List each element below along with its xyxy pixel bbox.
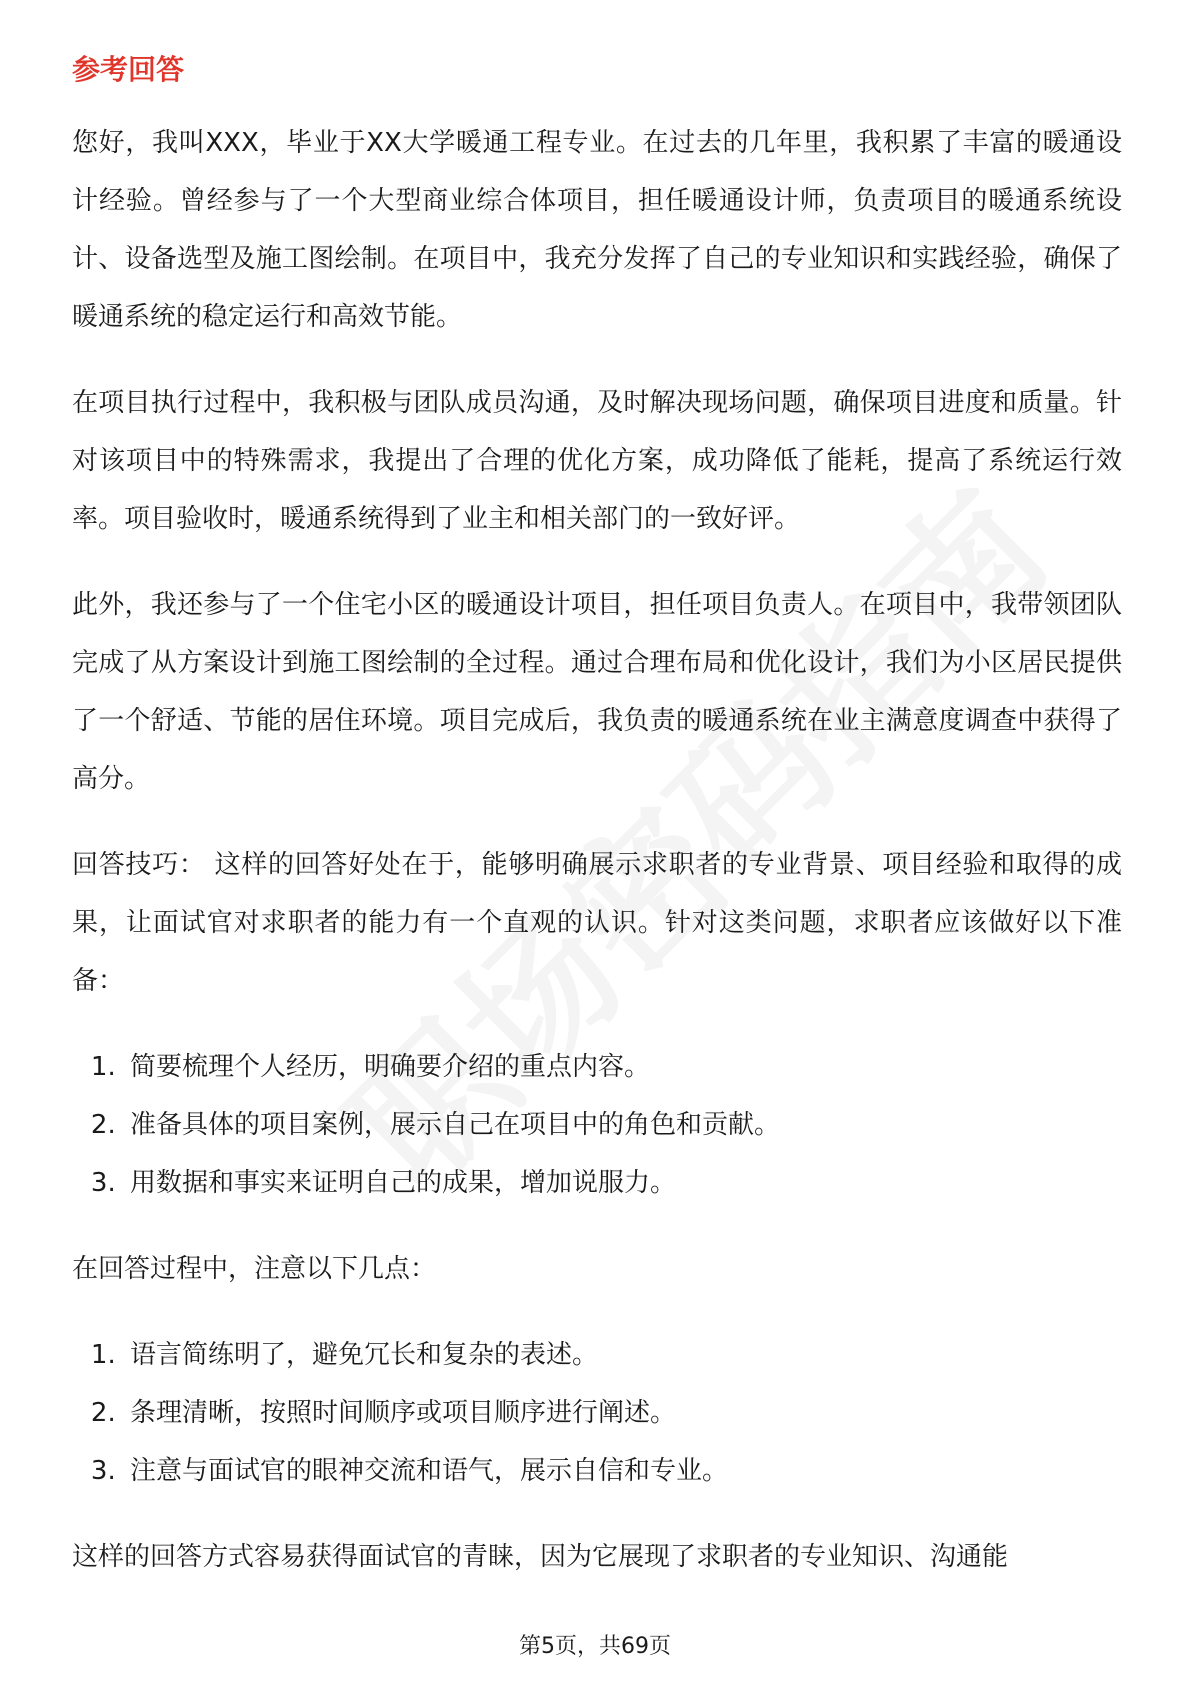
paragraph-residential-project: 此外，我还参与了一个住宅小区的暖通设计项目，担任项目负责人。在项目中，我带领团队完成了从方案设计到施工图绘制的全过程。通过合理布局和优化设计，我们为小区居民提供了一个舒适、节能的居住环境。项目完成后，我负责的暖通系统在业主满意度调查中获得了高分。 <box>72 590 1122 794</box>
section-heading: 参考回答 <box>72 53 185 86</box>
paragraph-conclusion: 这样的回答方式容易获得面试官的青睐，因为它展现了求职者的专业知识、沟通能 <box>72 1542 1009 1572</box>
preparation-list <box>72 1038 1122 1212</box>
list-item: 2. 条理清晰，按照时间顺序或项目顺序进行阐述。 <box>124 1384 1122 1442</box>
list-item: 3. 用数据和事实来证明自己的成果，增加说服力。 <box>124 1154 1122 1212</box>
notes-list <box>72 1326 1122 1500</box>
list-item: 3. 注意与面试官的眼神交流和语气，展示自信和专业。 <box>124 1442 1122 1500</box>
paragraph-project-execution: 在项目执行过程中，我积极与团队成员沟通，及时解决现场问题，确保项目进度和质量。针对该项目中的特殊需求，我提出了合理的优化方案，成功降低了能耗，提高了系统运行效率。项目验收时，暖通系统得到了业主和相关部门的一致好评。 <box>72 388 1122 534</box>
answer-content <box>72 114 1122 1614</box>
paragraph-intro: 您好，我叫XXX，毕业于XX大学暖通工程专业。在过去的几年里，我积累了丰富的暖通设计经验。曾经参与了一个大型商业综合体项目，担任暖通设计师，负责项目的暖通系统设计、设备选型及施工图绘制。在项目中，我充分发挥了自己的专业知识和实践经验，确保了暖通系统的稳定运行和高效节能。 <box>72 128 1122 332</box>
list-item: 1. 简要梳理个人经历，明确要介绍的重点内容。 <box>124 1038 1122 1096</box>
paragraph-answer-tips: 回答技巧： 这样的回答好处在于，能够明确展示求职者的专业背景、项目经验和取得的成果，让面试官对求职者的能力有一个直观的认识。针对这类问题，求职者应该做好以下准备： <box>72 850 1122 996</box>
list-item: 1. 语言简练明了，避免冗长和复杂的表述。 <box>124 1326 1122 1384</box>
list-item: 2. 准备具体的项目案例，展示自己在项目中的角色和贡献。 <box>124 1096 1122 1154</box>
page-number: 第5页，共69页 <box>519 1634 671 1659</box>
paragraph-notes-intro: 在回答过程中，注意以下几点： <box>72 1254 437 1284</box>
